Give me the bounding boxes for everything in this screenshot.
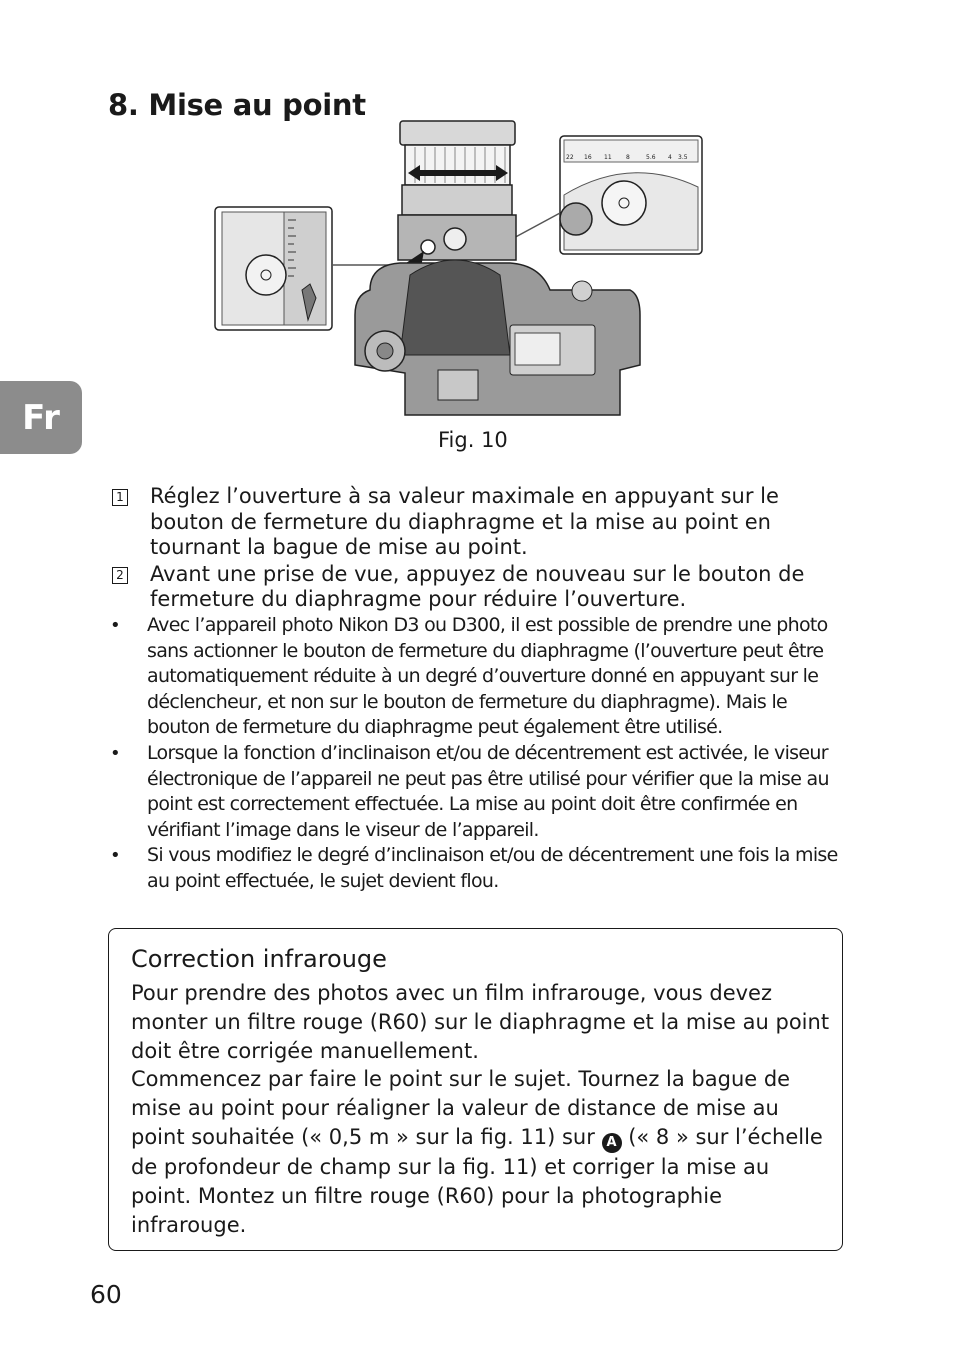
page-number: 60 bbox=[90, 1280, 122, 1309]
circle-a-icon: A bbox=[602, 1133, 622, 1153]
left-inset-detail bbox=[215, 207, 332, 330]
scale-number: 11 bbox=[604, 154, 612, 161]
bullet-item bbox=[108, 843, 853, 894]
note-body bbox=[131, 979, 831, 1239]
step-item bbox=[108, 484, 848, 561]
figure-10 bbox=[210, 115, 710, 425]
bullet-text: Si vous modifiez le degré d’inclinaison et/ou de décentrement une fois la mise au point effectuée, le sujet devient flou. bbox=[147, 844, 838, 892]
section-heading: 8. Mise au point bbox=[108, 88, 366, 122]
camera-body bbox=[355, 260, 640, 415]
bullet-text: Lorsque la fonction d’inclinaison et/ou de décentrement est activée, le viseur électronique de l’appareil ne peut pas être utilisé pour vérifier que la mise au point est correctement effectuée. La mise au point doit être confirmée en vérifiant l’image dans le viseur de l’appareil. bbox=[147, 741, 829, 841]
scale-number: 3.5 bbox=[678, 154, 688, 161]
note-paragraph bbox=[131, 1065, 831, 1239]
scale-number: 8 bbox=[626, 154, 630, 161]
right-inset-detail bbox=[560, 136, 702, 254]
step-number: 1 bbox=[112, 489, 128, 506]
bullet-item bbox=[108, 741, 853, 843]
scale-number: 5.6 bbox=[646, 154, 656, 161]
notes-list bbox=[108, 613, 853, 895]
language-tab: Fr bbox=[0, 381, 82, 454]
bullet-icon: • bbox=[110, 742, 120, 764]
step-number: 2 bbox=[112, 567, 128, 584]
bullet-icon: • bbox=[110, 615, 120, 636]
figure-caption: Fig. 10 bbox=[438, 428, 508, 452]
bullet-icon: • bbox=[110, 845, 120, 867]
bullet-text: Avec l’appareil photo Nikon D3 ou D300, il est possible de prendre une photo sans actionner le bouton de fermeture du diaphragme (l’ouverture peut être automatiquement réduite à un degré d’ouverture donné en appuyant sur le déclencheur, et non sur le bouton de fermeture du diaphragme). Mais le bouton de fermeture du diaphragme peut également être utilisé. bbox=[147, 614, 828, 739]
bullet-item bbox=[108, 613, 853, 741]
scale-number: 4 bbox=[668, 154, 672, 161]
step-text: Avant une prise de vue, appuyez de nouveau sur le bouton de fermeture du diaphragme pour réduire l’ouverture. bbox=[150, 561, 805, 611]
note-text: (« 8 » sur l’échelle de profondeur de champ sur la fig. 11) et corriger la mise au point. Montez un filtre rouge (R60) pour la photographie infrarouge. bbox=[131, 1124, 823, 1237]
note-title: Correction infrarouge bbox=[131, 945, 387, 973]
step-text: Réglez l’ouverture à sa valeur maximale en appuyant sur le bouton de fermeture du diaphragme et la mise au point en tournant la bague de mise au point. bbox=[150, 484, 779, 559]
infrared-note-box bbox=[108, 928, 843, 1251]
camera-illustration bbox=[210, 115, 710, 425]
scale-number: 16 bbox=[584, 154, 592, 161]
note-paragraph: Pour prendre des photos avec un film infrarouge, vous devez monter un filtre rouge (R60) sur le diaphragme et la mise au point doit être corrigée manuellement. bbox=[131, 981, 830, 1063]
note-text: Commencez par faire le point sur le sujet. Tournez la bague de mise au point pour réaligner la valeur de distance de mise au point souhaitée (« 0,5 m » sur la fig. 11) sur bbox=[131, 1067, 791, 1149]
lens bbox=[398, 121, 516, 260]
steps-list bbox=[108, 484, 848, 614]
scale-number: 22 bbox=[566, 154, 574, 161]
step-item bbox=[108, 562, 848, 613]
